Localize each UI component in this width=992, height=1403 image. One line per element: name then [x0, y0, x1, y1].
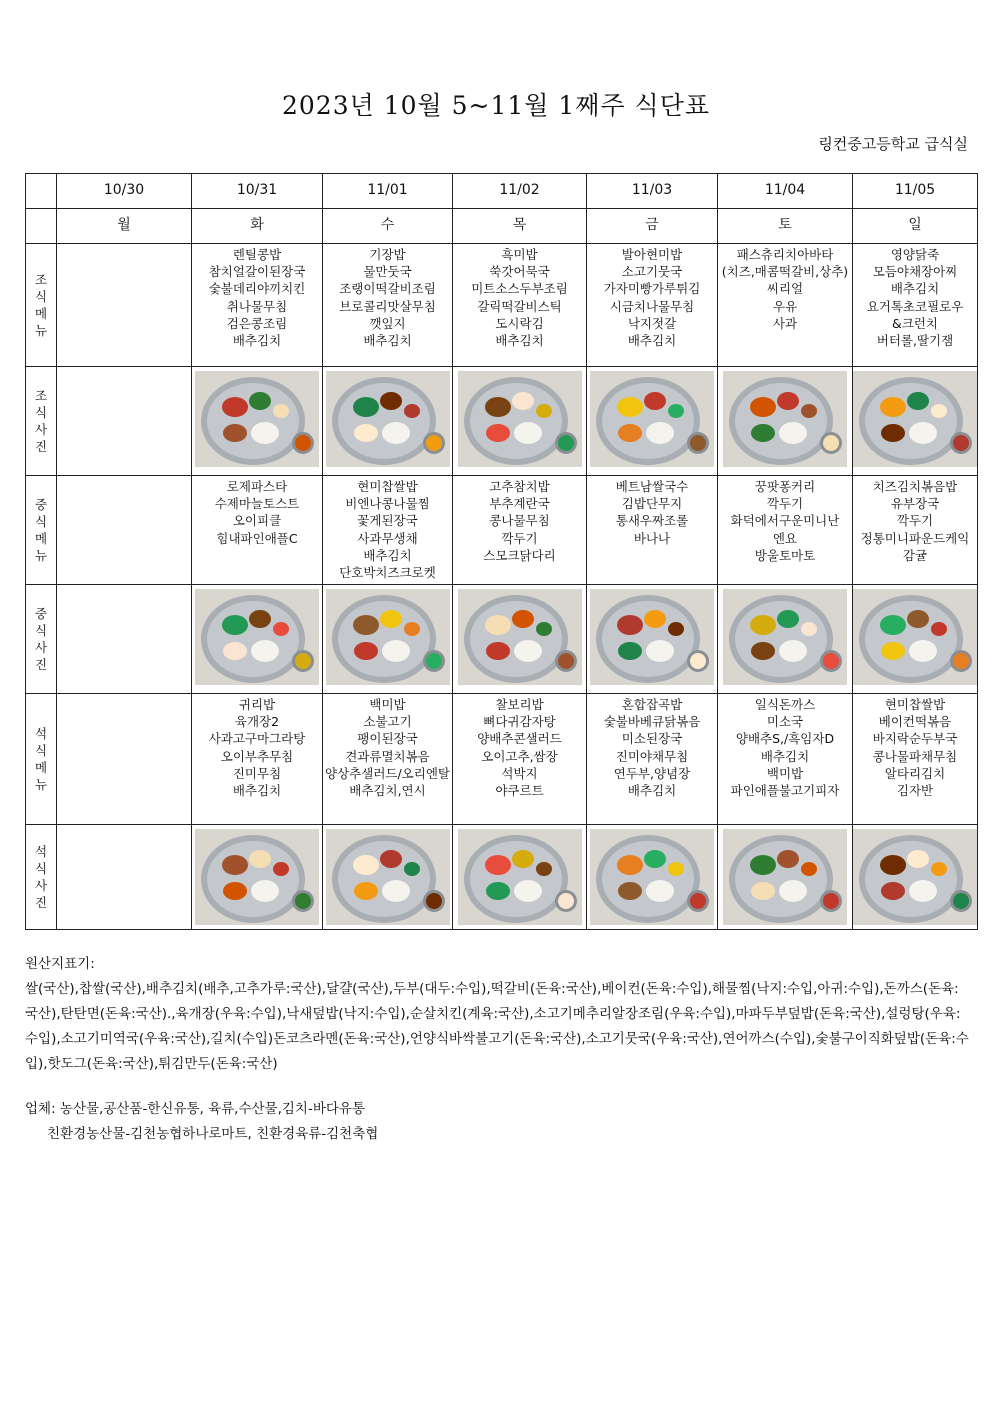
photo-cell	[323, 585, 453, 694]
date-cell: 11/02	[453, 174, 587, 209]
breakfast-menu-row	[26, 244, 978, 367]
meal-photo	[326, 589, 450, 685]
origin-text: 쌀(국산),찹쌀(국산),배추김치(배추,고추가루:국산),달걀(국산),두부(대두:수입),떡갈비(돈육:국산),베이컨(돈육:수입),해물찜(낙지:수입,아귀:수입),돈까스(돈육:국산),탄탄면(돈육:국산).,육개장(우육:수입),낙새덮밥(낙지:수입),순살치킨(계육:국산),소고기메추리알장조림(우육:수입),마파두부덮밥(돈육:국산),설렁탕(우육:수입),소고기미역국(우육:국산),길치(수입)돈코츠라멘(돈육:국산),언양식바싹불고기(돈육:국산),소고기뭇국(우육:국산),연어까스(수입),숯불구이직화덮밥(돈육:수입),핫도그(돈육:국산),튀김만두(돈육:국산)	[25, 981, 969, 1072]
photo-cell	[192, 585, 323, 694]
menu-cell: 귀리밥 육개장2 사과고구마그라탕 오이부추무침 진미무침 배추김치	[192, 694, 323, 825]
menu-cell: 로제파스타 수제마늘토스트 오이피클 힘내파인애플C	[192, 476, 323, 585]
meal-photo	[853, 371, 977, 467]
row-label-lunch-menu: 중식메뉴	[26, 476, 57, 585]
menu-cell: 고추참치밥 부추계란국 콩나물무침 깍두기 스모크닭다리	[453, 476, 587, 585]
photo-cell	[587, 367, 718, 476]
photo-cell	[453, 825, 587, 930]
date-cell: 11/05	[853, 174, 978, 209]
corner-cell	[26, 209, 57, 244]
meal-photo	[723, 589, 847, 685]
date-cell: 10/30	[57, 174, 192, 209]
meal-photo	[458, 371, 582, 467]
weekday-cell: 화	[192, 209, 323, 244]
meal-photo	[326, 371, 450, 467]
menu-cell: 현미찹쌀밥 베이컨떡볶음 바지락순두부국 콩나물파채무침 알타리김치 김자반	[853, 694, 978, 825]
menu-cell: 현미찹쌀밥 비엔나콩나물찜 꽃게된장국 사과무생채 배추김치 단호박치즈크로켓	[323, 476, 453, 585]
menu-cell	[57, 244, 192, 367]
photo-cell	[57, 825, 192, 930]
row-label-breakfast-photo: 조식사진	[26, 367, 57, 476]
meal-photo	[458, 829, 582, 925]
weekday-cell: 목	[453, 209, 587, 244]
photo-cell	[853, 585, 978, 694]
meal-table	[25, 173, 978, 930]
menu-cell: 일식돈까스 미소국 양배추S,/흑임자D 배추김치 백미밥 파인애플불고기피자	[718, 694, 853, 825]
photo-cell	[853, 825, 978, 930]
date-cell: 11/04	[718, 174, 853, 209]
meal-photo	[590, 589, 714, 685]
menu-cell: 치즈김치볶음밥 유부장국 깍두기 정통미니파운드케익 감귤	[853, 476, 978, 585]
meal-photo	[195, 829, 319, 925]
meal-photo	[195, 371, 319, 467]
photo-cell	[323, 367, 453, 476]
photo-cell	[853, 367, 978, 476]
meal-photo	[723, 829, 847, 925]
menu-cell	[57, 694, 192, 825]
menu-cell: 혼합잡곡밥 숯불바베큐닭볶음 미소된장국 진미야채무침 연두부,양념장 배추김치	[587, 694, 718, 825]
origin-notes	[25, 952, 970, 1077]
photo-cell	[192, 825, 323, 930]
photo-cell	[323, 825, 453, 930]
meal-photo	[326, 829, 450, 925]
weekday-cell: 금	[587, 209, 718, 244]
menu-cell: 베트남쌀국수 김밥단무지 통새우짜조롤 바나나	[587, 476, 718, 585]
date-row	[26, 174, 978, 209]
menu-cell: 패스츄리치아바타 (치즈,매콤떡갈비,상추) 씨리얼 우유 사과	[718, 244, 853, 367]
photo-cell	[718, 367, 853, 476]
photo-cell	[57, 585, 192, 694]
dinner-photo-row	[26, 825, 978, 930]
meal-photo	[590, 371, 714, 467]
dinner-menu-row	[26, 694, 978, 825]
vendor-info	[25, 1097, 378, 1147]
photo-cell	[453, 367, 587, 476]
corner-cell	[26, 174, 57, 209]
weekday-cell: 토	[718, 209, 853, 244]
menu-cell: 찰보리밥 뼈다귀감자탕 양배추콘샐러드 오이고추,쌈장 석박지 야쿠르트	[453, 694, 587, 825]
menu-cell: 영양닭죽 모듬야채장아찌 배추김치 요거톡초코필로우 &크런치 버터롤,딸기잼	[853, 244, 978, 367]
vendor-line-1: 업체: 농산물,공산품-한신유통, 육류,수산물,김치-바다유통	[25, 1101, 365, 1117]
meal-photo	[723, 371, 847, 467]
menu-cell: 백미밥 소불고기 팽이된장국 견과류멸치볶음 양상추샐러드/오리엔탈 배추김치,연시	[323, 694, 453, 825]
date-cell: 11/01	[323, 174, 453, 209]
origin-label: 원산지표기:	[25, 956, 95, 972]
menu-cell: 발아현미밥 소고기뭇국 가자미빵가루튀김 시금치나물무침 낙지젓갈 배추김치	[587, 244, 718, 367]
row-label-breakfast-menu: 조식메뉴	[26, 244, 57, 367]
row-label-dinner-menu: 석식메뉴	[26, 694, 57, 825]
photo-cell	[718, 825, 853, 930]
row-label-dinner-photo: 석식사진	[26, 825, 57, 930]
meal-photo	[853, 829, 977, 925]
weekday-row	[26, 209, 978, 244]
lunch-photo-row	[26, 585, 978, 694]
menu-cell: 흑미밥 쑥갓어묵국 미트소스두부조림 갈릭떡갈비스틱 도시락김 배추김치	[453, 244, 587, 367]
photo-cell	[587, 825, 718, 930]
photo-cell	[57, 367, 192, 476]
photo-cell	[192, 367, 323, 476]
weekday-cell: 월	[57, 209, 192, 244]
lunch-menu-row	[26, 476, 978, 585]
meal-photo	[195, 589, 319, 685]
school-name: 링컨중고등학교 급식실	[818, 135, 968, 153]
meal-photo	[590, 829, 714, 925]
photo-cell	[453, 585, 587, 694]
meal-photo	[458, 589, 582, 685]
date-cell: 11/03	[587, 174, 718, 209]
menu-cell: 렌틸콩밥 참치얼갈이된장국 숯불데리야끼치킨 취나물무침 검은콩조림 배추김치	[192, 244, 323, 367]
vendor-line-2: 친환경농산물-김천농협하나로마트, 친환경육류-김천축협	[47, 1126, 379, 1142]
photo-cell	[587, 585, 718, 694]
breakfast-photo-row	[26, 367, 978, 476]
weekday-cell: 수	[323, 209, 453, 244]
photo-cell	[718, 585, 853, 694]
menu-cell: 기장밥 물만둣국 조랭이떡갈비조림 브로콜리맛살무침 깻잎지 배추김치	[323, 244, 453, 367]
menu-cell: 꿍팟퐁커리 깍두기 화덕에서구운미니난 엔요 방울토마토	[718, 476, 853, 585]
date-cell: 10/31	[192, 174, 323, 209]
menu-cell	[57, 476, 192, 585]
weekday-cell: 일	[853, 209, 978, 244]
page-title: 2023년 10월 5~11월 1째주 식단표	[282, 91, 710, 120]
meal-photo	[853, 589, 977, 685]
row-label-lunch-photo: 중식사진	[26, 585, 57, 694]
